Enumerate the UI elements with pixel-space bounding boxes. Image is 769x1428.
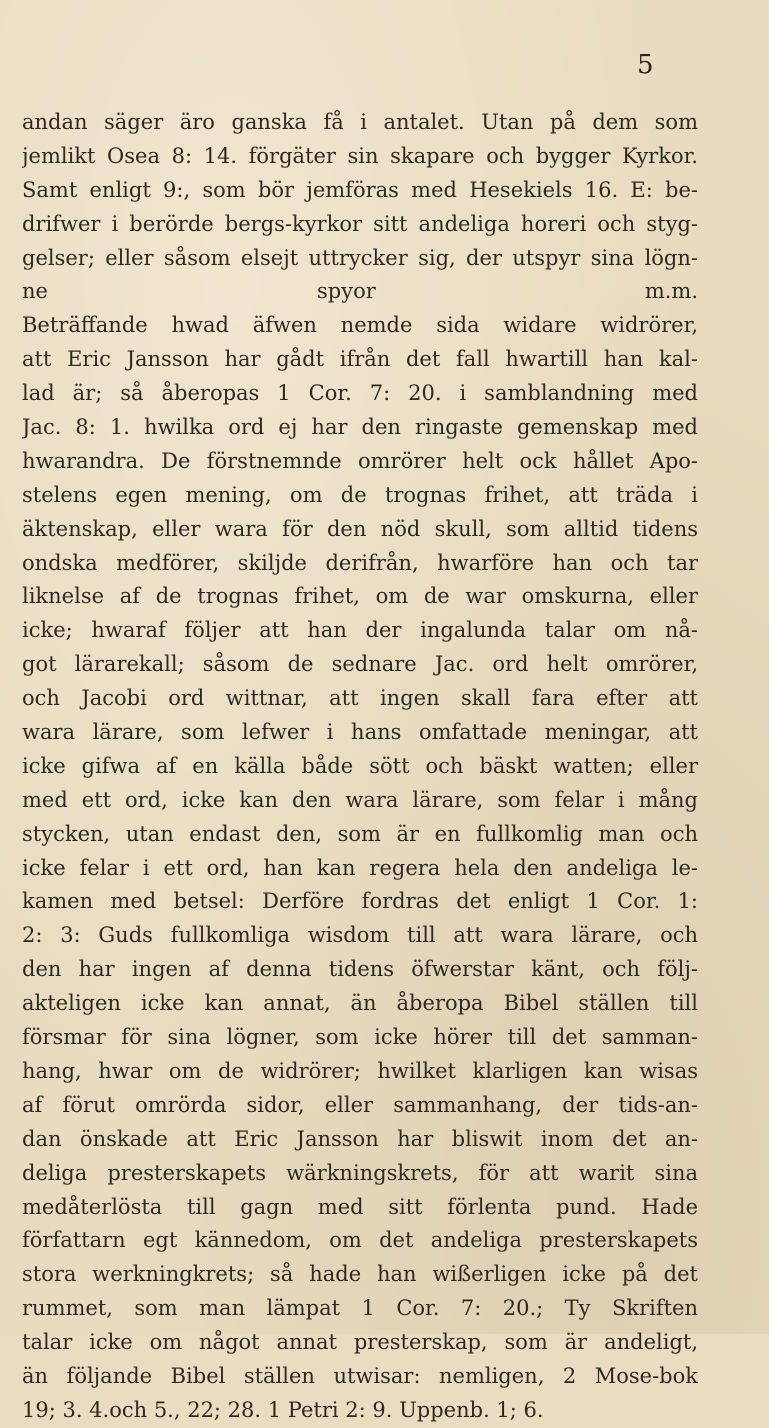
- text-line: stora werkningkrets; så hade han wißerligen icke på det: [22, 1262, 698, 1287]
- text-line: icke gifwa af en källa både sött och bäskt watten; eller: [22, 753, 698, 778]
- text-line: jemlikt Osea 8: 14. förgäter sin skapare och bygger Kyrkor.: [22, 143, 698, 168]
- text-line: liknelse af de trognas frihet, om de war omskurna, eller: [22, 584, 698, 609]
- text-line: författarn egt kännedom, om det andeliga presterskapets: [22, 1228, 698, 1253]
- text-line: försmar för sina lögner, som icke hörer till det samman-: [22, 1025, 698, 1050]
- text-line: än följande Bibel ställen utwisar: nemligen, 2 Mose-bok: [22, 1363, 698, 1388]
- text-line: talar icke om något annat presterskap, som är andeligt,: [22, 1330, 698, 1355]
- page-number: 5: [637, 50, 654, 80]
- text-line: med ett ord, icke kan den wara lärare, som felar i mång: [22, 787, 698, 812]
- text-line: äktenskap, eller wara för den nöd skull, som alltid tidens: [22, 516, 698, 541]
- text-line: Jac. 8: 1. hwilka ord ej har den ringaste gemenskap med: [22, 415, 698, 440]
- text-line: andan säger äro ganska få i antalet. Utan på dem som: [22, 110, 698, 134]
- text-line: Beträffande hwad äfwen nemde sida widare widrörer,: [22, 313, 698, 338]
- text-line: Samt enligt 9:, som bör jemföras med Hesekiels 16. E: be-: [22, 177, 698, 202]
- text-line: dan önskade att Eric Jansson har bliswit inom det an-: [22, 1126, 698, 1151]
- text-line: hwarandra. De förstnemnde omrörer helt ock hållet Apo-: [22, 448, 698, 473]
- text-line: den har ingen af denna tidens öfwerstar känt, och följ-: [22, 957, 698, 982]
- text-line: kamen med betsel: Derföre fordras det enligt 1 Cor. 1:: [22, 889, 698, 914]
- text-line: att Eric Jansson har gådt ifrån det fall hwartill han kal-: [22, 347, 698, 372]
- text-line: icke; hwaraf följer att han der ingalunda talar om nå-: [22, 618, 698, 643]
- text-line: deliga presterskapets wärkningskrets, för att warit sina: [22, 1160, 698, 1185]
- text-line: icke felar i ett ord, han kan regera hela den andeliga le-: [22, 855, 698, 880]
- text-line: ne spyor m.m.: [22, 279, 698, 304]
- text-line: lad är; så åberopas 1 Cor. 7: 20. i samblandning med: [22, 381, 698, 406]
- text-line: hang, hwar om de widrörer; hwilket klarligen kan wisas: [22, 1058, 698, 1083]
- text-line: 2: 3: Guds fullkomliga wisdom till att wara lärare, och: [22, 923, 698, 948]
- text-line: medåterlösta till gagn med sitt förlenta pund. Hade: [22, 1194, 698, 1219]
- text-line: drifwer i berörde bergs-kyrkor sitt andeliga horeri och styg-: [22, 211, 698, 236]
- text-line: akteligen icke kan annat, än åberopa Bibel ställen till: [22, 991, 698, 1016]
- text-line: af förut omrörda sidor, eller sammanhang, der tids-an-: [22, 1092, 698, 1117]
- text-line: stycken, utan endast den, som är en fullkomlig man och: [22, 821, 698, 846]
- text-line: stelens egen mening, om de trognas frihet, att träda i: [22, 482, 698, 507]
- text-line: 19; 3. 4.och 5., 22; 28. 1 Petri 2: 9. Uppenb. 1; 6.: [22, 1397, 544, 1422]
- text-line: got lärarekall; såsom de sednare Jac. ord helt omrörer,: [22, 652, 698, 677]
- text-line: rummet, som man lämpat 1 Cor. 7: 20.; Ty Skriften: [22, 1296, 698, 1321]
- text-line: och Jacobi ord wittnar, att ingen skall fara efter att: [22, 686, 698, 711]
- body-text: [22, 106, 698, 1428]
- text-line: ondska medförer, skiljde derifrån, hwarföre han och tar: [22, 550, 698, 575]
- text-line: wara lärare, som lefwer i hans omfattade meningar, att: [22, 720, 698, 745]
- text-line: gelser; eller såsom elsejt uttrycker sig, der utspyr sina lögn-: [22, 245, 698, 270]
